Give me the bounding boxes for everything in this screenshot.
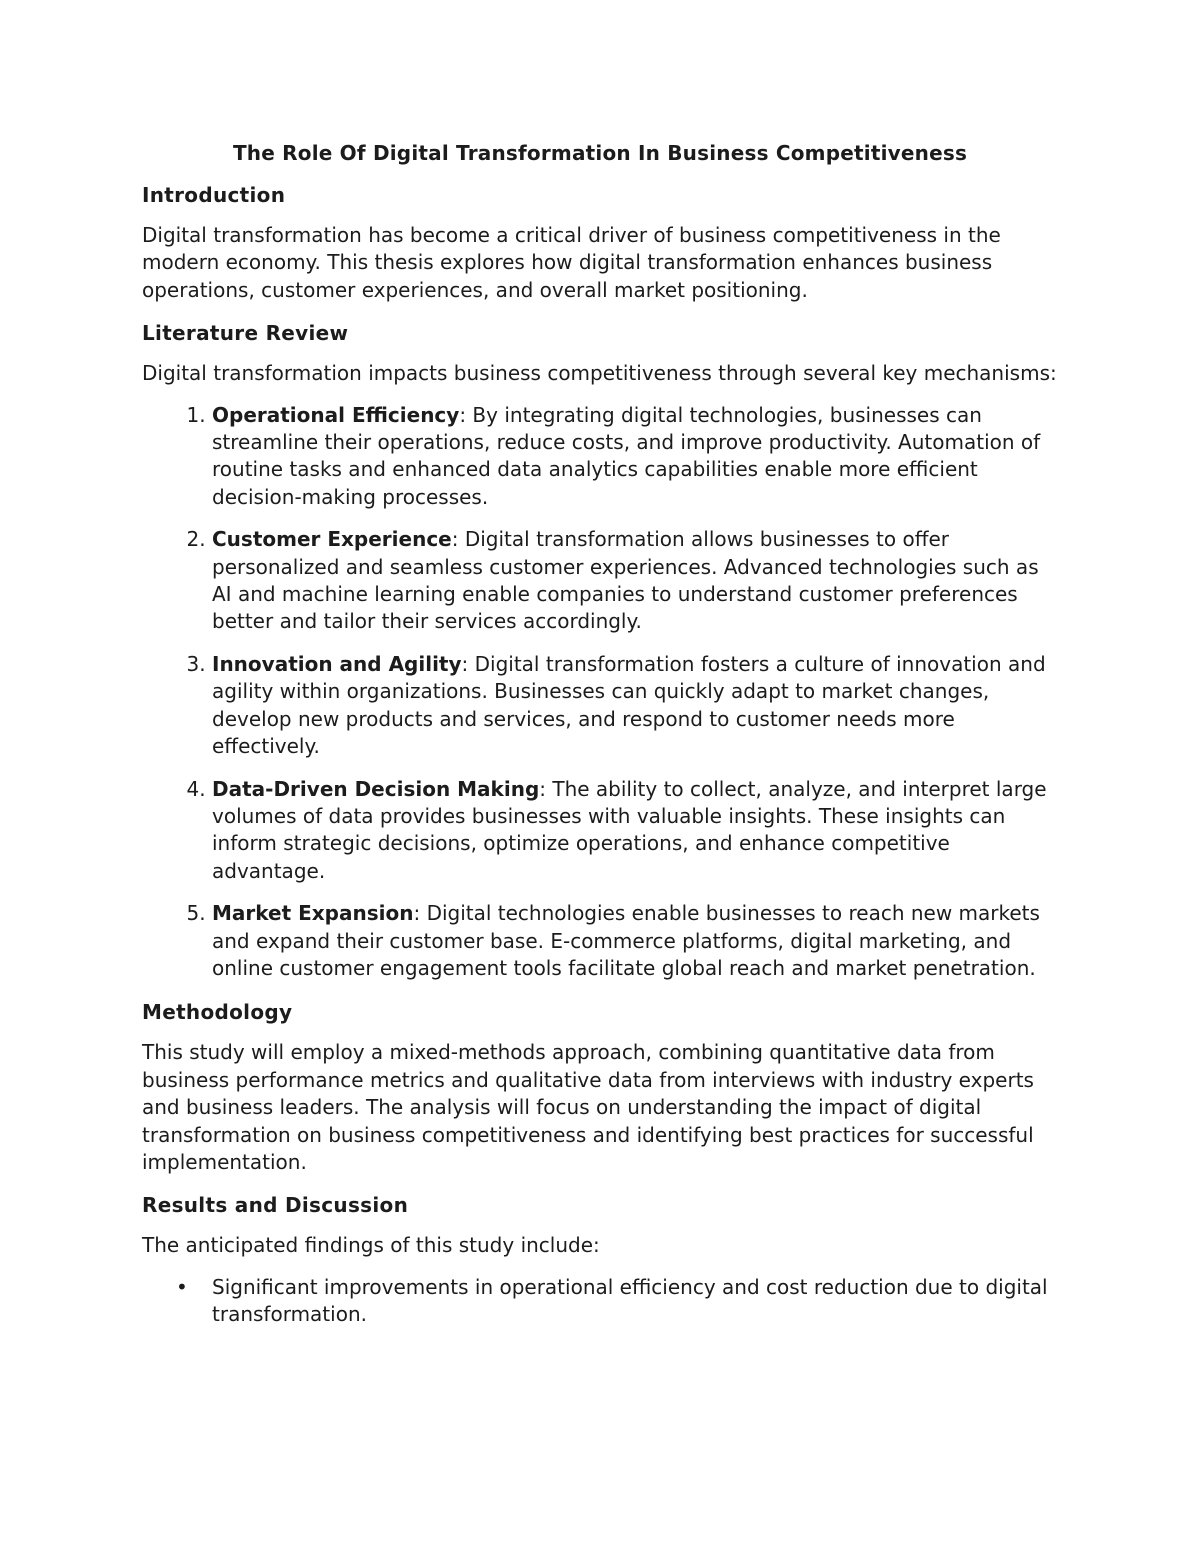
list-item-innovation-agility (212, 651, 1058, 761)
literature-review-intro: Digital transformation impacts business competitiveness through several key mechanisms: (142, 361, 1057, 386)
list-item-text: Significant improvements in operational efficiency and cost reduction due to digital transformation. (212, 1274, 1048, 1327)
list-item-term: Operational Efficiency (212, 402, 460, 427)
list-item-customer-experience (212, 526, 1058, 636)
document-page (142, 138, 1058, 1329)
list-item-text: : Digital technologies enable businesses to reach new markets and expand their customer base. E-commerce platforms, digital marketing, and online customer engagement tools facilitate global reach and market penetration. (212, 901, 1040, 980)
list-item-operational-efficiency (212, 402, 1058, 512)
list-item (176, 1274, 1058, 1329)
list-item-text: : By integrating digital technologies, businesses can streamline their operations, reduce costs, and improve productivity. Automation of routine tasks and enhanced data analytics capabilities enable more efficient decision-making processes. (212, 402, 1041, 509)
results-intro: The anticipated findings of this study include: (142, 1233, 600, 1258)
list-item-term: Innovation and Agility (212, 651, 462, 676)
results-heading: Results and Discussion (142, 1193, 409, 1218)
list-item-text: : Digital transformation fosters a culture of innovation and agility within organizations. Businesses can quickly adapt to market changes, develop new products and services, and respond to customer needs more effectively. (212, 651, 1046, 759)
literature-review-heading: Literature Review (142, 321, 349, 346)
introduction-heading: Introduction (142, 183, 286, 207)
anticipated-findings-list (142, 1274, 1058, 1329)
mechanisms-list (142, 402, 1058, 983)
bullet-icon: • (176, 1274, 188, 1299)
list-item-market-expansion (212, 900, 1058, 982)
list-item-term: Customer Experience (212, 527, 452, 552)
list-item-term: Data-Driven Decision Making (212, 776, 540, 801)
list-item-term: Market Expansion (212, 901, 414, 926)
list-item-data-driven (212, 776, 1058, 886)
introduction-paragraph: Digital transformation has become a critical driver of business competitiveness in the modern economy. This thesis explores how digital transformation enhances business operations, customer experiences, and overall market positioning. (142, 223, 1001, 302)
methodology-heading: Methodology (142, 1000, 293, 1025)
methodology-paragraph: This study will employ a mixed-methods approach, combining quantitative data from business performance metrics and qualitative data from interviews with industry experts and business leaders. The analysis will focus on understanding the impact of digital transformation on business competitiveness and identifying best practices for successful implementation. (142, 1040, 1034, 1174)
list-item-text: : The ability to collect, analyze, and interpret large volumes of data provides businesses with valuable insights. These insights can inform strategic decisions, optimize operations, and enhance competitive advantage. (212, 776, 1047, 883)
list-item-text: : Digital transformation allows businesses to offer personalized and seamless customer experiences. Advanced technologies such as AI and machine learning enable companies to understand customer preferences better and tailor their services accordingly. (212, 527, 1039, 634)
document-title: The Role Of Digital Transformation In Business Competitiveness (232, 141, 968, 165)
